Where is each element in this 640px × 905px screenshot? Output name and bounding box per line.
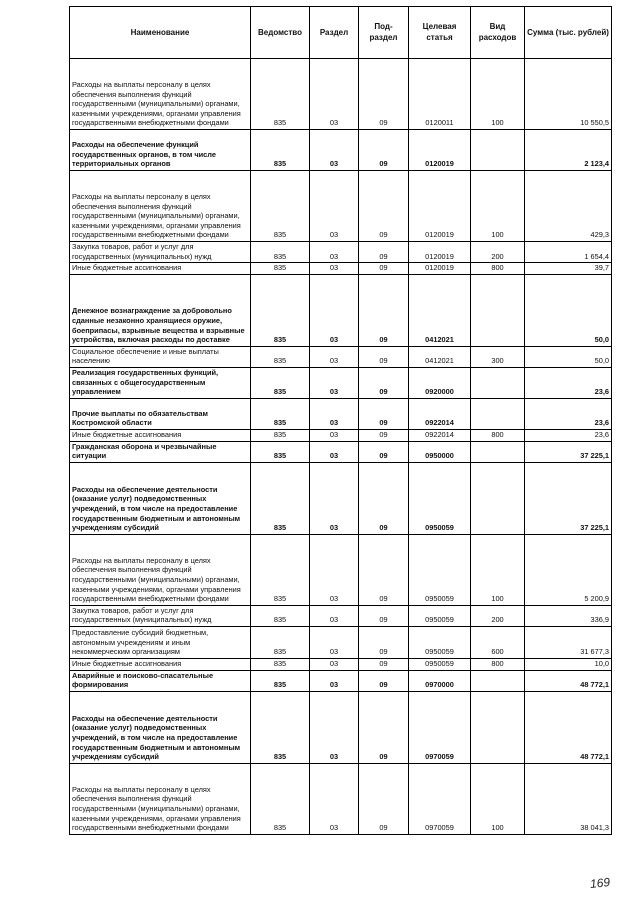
table-header: [70, 7, 612, 59]
cell-dept: 835: [251, 274, 310, 346]
cell-sec: 03: [310, 429, 359, 441]
cell-sum: 38 041,3: [525, 763, 612, 834]
table-row: [70, 462, 612, 534]
cell-name: Расходы на выплаты персоналу в целях обеспечения выполнения функций государственными (муниципальными) органами, казенными учреждениями, органами управления государственными внебюджетными фондами: [70, 171, 251, 242]
cell-sub: 09: [359, 130, 409, 171]
cell-sub: 09: [359, 171, 409, 242]
table-row: [70, 441, 612, 462]
cell-tgt: 0950059: [409, 658, 471, 670]
cell-tgt: 0922014: [409, 398, 471, 429]
table-row: [70, 658, 612, 670]
cell-dept: 835: [251, 462, 310, 534]
cell-tgt: 0950059: [409, 462, 471, 534]
header-target: Целевая статья: [409, 7, 471, 59]
table-row: [70, 398, 612, 429]
cell-name: Закупка товаров, работ и услуг для государственных (муниципальных) нужд: [70, 605, 251, 626]
cell-name: Иные бюджетные ассигнования: [70, 658, 251, 670]
cell-tgt: 0922014: [409, 429, 471, 441]
cell-dept: 835: [251, 171, 310, 242]
cell-tgt: 0950059: [409, 626, 471, 658]
cell-sec: 03: [310, 346, 359, 367]
table-row: [70, 130, 612, 171]
cell-name: Закупка товаров, работ и услуг для государственных (муниципальных) нужд: [70, 242, 251, 263]
cell-sec: 03: [310, 171, 359, 242]
cell-vr: [471, 462, 525, 534]
header-exp-type: Вид расходов: [471, 7, 525, 59]
cell-sec: 03: [310, 670, 359, 691]
header-subsection: Под-раздел: [359, 7, 409, 59]
cell-sec: 03: [310, 534, 359, 605]
cell-sum: 5 200,9: [525, 534, 612, 605]
cell-tgt: 0120019: [409, 130, 471, 171]
cell-tgt: 0950000: [409, 441, 471, 462]
cell-sub: 09: [359, 263, 409, 275]
table-row: [70, 605, 612, 626]
cell-sum: 2 123,4: [525, 130, 612, 171]
cell-sub: 09: [359, 242, 409, 263]
cell-sum: 10,0: [525, 658, 612, 670]
cell-tgt: 0970059: [409, 763, 471, 834]
cell-sum: 23,6: [525, 429, 612, 441]
cell-sub: 09: [359, 398, 409, 429]
cell-vr: 200: [471, 242, 525, 263]
cell-name: Иные бюджетные ассигнования: [70, 263, 251, 275]
cell-sec: 03: [310, 59, 359, 130]
cell-sum: 50,0: [525, 346, 612, 367]
cell-sub: 09: [359, 441, 409, 462]
table-row: [70, 534, 612, 605]
cell-vr: 100: [471, 171, 525, 242]
cell-name: Расходы на обеспечение функций государственных органов, в том числе территориальных органов: [70, 130, 251, 171]
cell-dept: 835: [251, 605, 310, 626]
cell-vr: 200: [471, 605, 525, 626]
cell-name: Иные бюджетные ассигнования: [70, 429, 251, 441]
cell-vr: 100: [471, 534, 525, 605]
cell-dept: 835: [251, 367, 310, 398]
table-row: [70, 670, 612, 691]
table-row: [70, 346, 612, 367]
budget-table: [69, 6, 612, 835]
cell-vr: 100: [471, 59, 525, 130]
cell-tgt: 0970059: [409, 691, 471, 763]
cell-vr: [471, 441, 525, 462]
cell-name: Расходы на выплаты персоналу в целях обеспечения выполнения функций государственными (муниципальными) органами, казенными учреждениями, органами управления государственными внебюджетными фондами: [70, 763, 251, 834]
cell-sec: 03: [310, 263, 359, 275]
cell-sum: 39,7: [525, 263, 612, 275]
cell-sec: 03: [310, 130, 359, 171]
cell-sub: 09: [359, 429, 409, 441]
cell-sub: 09: [359, 605, 409, 626]
cell-sum: 37 225,1: [525, 462, 612, 534]
cell-name: Реализация государственных функций, связанных с общегосударственным управлением: [70, 367, 251, 398]
cell-vr: [471, 670, 525, 691]
cell-sec: 03: [310, 367, 359, 398]
cell-vr: 800: [471, 263, 525, 275]
cell-dept: 835: [251, 763, 310, 834]
cell-sec: 03: [310, 441, 359, 462]
cell-sum: 429,3: [525, 171, 612, 242]
page-number-mark: 169: [589, 874, 611, 892]
cell-tgt: 0920000: [409, 367, 471, 398]
cell-dept: 835: [251, 398, 310, 429]
cell-dept: 835: [251, 534, 310, 605]
cell-sec: 03: [310, 691, 359, 763]
cell-dept: 835: [251, 670, 310, 691]
cell-sub: 09: [359, 691, 409, 763]
cell-sub: 09: [359, 763, 409, 834]
cell-vr: 600: [471, 626, 525, 658]
header-section: Раздел: [310, 7, 359, 59]
cell-name: Расходы на обеспечение деятельности (оказание услуг) подведомственных учреждений, в том числе на предоставление государственным бюджетным и автономным учреждениям субсидий: [70, 691, 251, 763]
cell-sum: 37 225,1: [525, 441, 612, 462]
cell-sum: 50,0: [525, 274, 612, 346]
table-row: [70, 171, 612, 242]
cell-name: Расходы на выплаты персоналу в целях обеспечения выполнения функций государственными (муниципальными) органами, казенными учреждениями, органами управления государственными внебюджетными фондами: [70, 59, 251, 130]
cell-sec: 03: [310, 763, 359, 834]
cell-dept: 835: [251, 59, 310, 130]
cell-sub: 09: [359, 274, 409, 346]
cell-sub: 09: [359, 59, 409, 130]
header-row: [70, 7, 612, 59]
table-row: [70, 429, 612, 441]
cell-dept: 835: [251, 429, 310, 441]
cell-sum: 31 677,3: [525, 626, 612, 658]
cell-sub: 09: [359, 626, 409, 658]
table-body: [70, 59, 612, 835]
cell-vr: [471, 398, 525, 429]
cell-name: Прочие выплаты по обязательствам Костромской области: [70, 398, 251, 429]
cell-sec: 03: [310, 626, 359, 658]
table-row: [70, 274, 612, 346]
cell-sub: 09: [359, 346, 409, 367]
header-dept: Ведомство: [251, 7, 310, 59]
cell-tgt: 0970000: [409, 670, 471, 691]
cell-sub: 09: [359, 367, 409, 398]
cell-vr: 100: [471, 763, 525, 834]
cell-name: Гражданская оборона и чрезвычайные ситуации: [70, 441, 251, 462]
cell-name: Социальное обеспечение и иные выплаты населению: [70, 346, 251, 367]
cell-name: Расходы на выплаты персоналу в целях обеспечения выполнения функций государственными (муниципальными) органами, казенными учреждениями, органами управления государственными внебюджетными фондами: [70, 534, 251, 605]
cell-vr: 800: [471, 429, 525, 441]
cell-sec: 03: [310, 605, 359, 626]
cell-tgt: 0120019: [409, 171, 471, 242]
table-row: [70, 626, 612, 658]
cell-sec: 03: [310, 462, 359, 534]
cell-tgt: 0950059: [409, 534, 471, 605]
cell-sec: 03: [310, 398, 359, 429]
cell-vr: 800: [471, 658, 525, 670]
cell-name: Расходы на обеспечение деятельности (оказание услуг) подведомственных учреждений, в том числе на предоставление государственным бюджетным и автономным учреждениям субсидий: [70, 462, 251, 534]
cell-dept: 835: [251, 691, 310, 763]
cell-name: Денежное вознаграждение за добровольно сданные незаконно хранящиеся оружие, боеприпасы, взрывные вещества и взрывные устройства, включая расходы по доставке: [70, 274, 251, 346]
cell-tgt: 0120019: [409, 242, 471, 263]
cell-tgt: 0950059: [409, 605, 471, 626]
cell-sec: 03: [310, 274, 359, 346]
cell-dept: 835: [251, 346, 310, 367]
cell-vr: 300: [471, 346, 525, 367]
cell-sum: 336,9: [525, 605, 612, 626]
table-row: [70, 763, 612, 834]
table-row: [70, 367, 612, 398]
cell-sec: 03: [310, 658, 359, 670]
cell-dept: 835: [251, 658, 310, 670]
cell-tgt: 0412021: [409, 346, 471, 367]
cell-vr: [471, 367, 525, 398]
cell-sub: 09: [359, 658, 409, 670]
cell-sub: 09: [359, 462, 409, 534]
cell-sum: 23,6: [525, 398, 612, 429]
table-row: [70, 242, 612, 263]
cell-dept: 835: [251, 130, 310, 171]
header-name: Наименование: [70, 7, 251, 59]
cell-dept: 835: [251, 626, 310, 658]
cell-sec: 03: [310, 242, 359, 263]
table-row: [70, 691, 612, 763]
table-row: [70, 59, 612, 130]
cell-dept: 835: [251, 242, 310, 263]
cell-sum: 48 772,1: [525, 691, 612, 763]
cell-tgt: 0412021: [409, 274, 471, 346]
cell-sum: 48 772,1: [525, 670, 612, 691]
cell-sub: 09: [359, 670, 409, 691]
cell-dept: 835: [251, 263, 310, 275]
cell-vr: [471, 274, 525, 346]
cell-sum: 23,6: [525, 367, 612, 398]
cell-vr: [471, 691, 525, 763]
cell-sum: 10 550,5: [525, 59, 612, 130]
cell-sub: 09: [359, 534, 409, 605]
cell-tgt: 0120011: [409, 59, 471, 130]
cell-name: Предоставление субсидий бюджетным, автономным учреждениям и иным некоммерческим организациям: [70, 626, 251, 658]
header-amount: Сумма (тыс. рублей): [525, 7, 612, 59]
cell-dept: 835: [251, 441, 310, 462]
cell-tgt: 0120019: [409, 263, 471, 275]
cell-name: Аварийные и поисково-спасательные формирования: [70, 670, 251, 691]
cell-sum: 1 654,4: [525, 242, 612, 263]
cell-vr: [471, 130, 525, 171]
table-row: [70, 263, 612, 275]
